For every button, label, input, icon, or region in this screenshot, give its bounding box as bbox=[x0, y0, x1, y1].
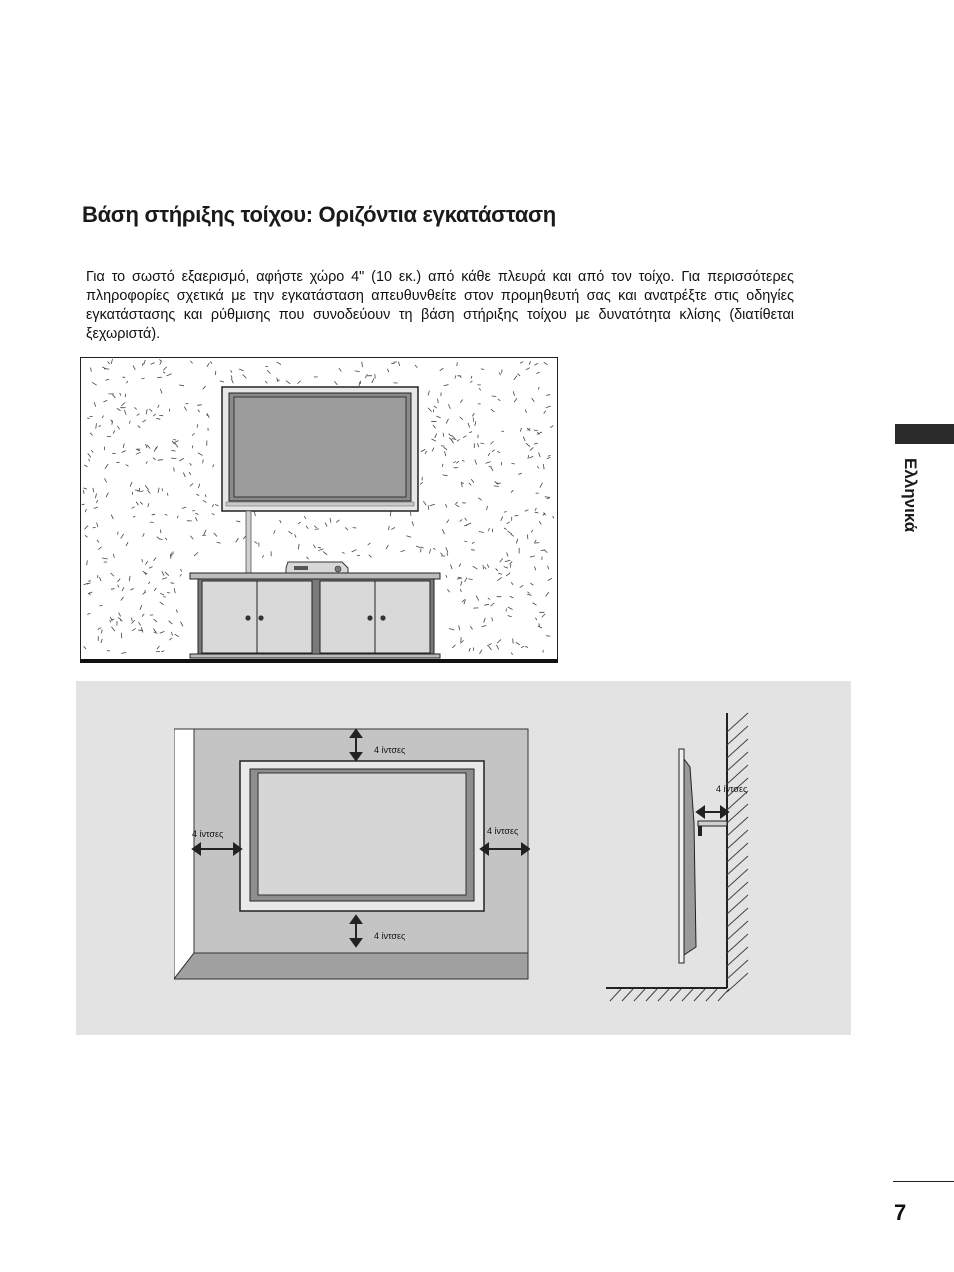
language-tab-label: Ελληνικά bbox=[901, 458, 920, 533]
side-view-diagram bbox=[606, 711, 756, 1006]
front-view-diagram bbox=[174, 727, 530, 982]
clearance-diagram-panel bbox=[76, 681, 851, 1035]
page-number: 7 bbox=[894, 1200, 907, 1225]
page-title: Βάση στήριξης τοίχου: Οριζόντια εγκατάσταση bbox=[82, 202, 556, 227]
front-clearance-figure bbox=[174, 727, 530, 987]
language-tab-marker bbox=[895, 424, 954, 444]
top-clearance-label: 4 ίντσες bbox=[374, 745, 406, 755]
wall-gap-label: 4 ίντσες bbox=[716, 784, 748, 794]
right-clearance-label: 4 ίντσες bbox=[487, 826, 519, 836]
bottom-clearance-label: 4 ίντσες bbox=[374, 931, 406, 941]
intro-paragraph: Για το σωστό εξαερισμό, αφήστε χώρο 4" (10 εκ.) από κάθε πλευρά και από τον τοίχο. Για περισσότερες πληροφορίες σχετικά με την εγκατάσταση απευθυνθείτε στον προμηθευτή σας και ανατρέξτε στις οδηγίες εγκατάστασης και ρύθμισης που συνοδεύουν τη βάση στήριξης τοίχου με δυνατότητα κλίσης (διατίθεται ξεχωριστά). bbox=[86, 269, 794, 342]
side-clearance-figure bbox=[606, 711, 756, 1011]
footer-rule bbox=[893, 1181, 954, 1182]
wall-mounted-tv-illustration bbox=[80, 357, 558, 663]
tv-set bbox=[222, 387, 418, 511]
tv-cabinet bbox=[190, 573, 440, 658]
left-clearance-label: 4 ίντσες bbox=[192, 829, 224, 839]
